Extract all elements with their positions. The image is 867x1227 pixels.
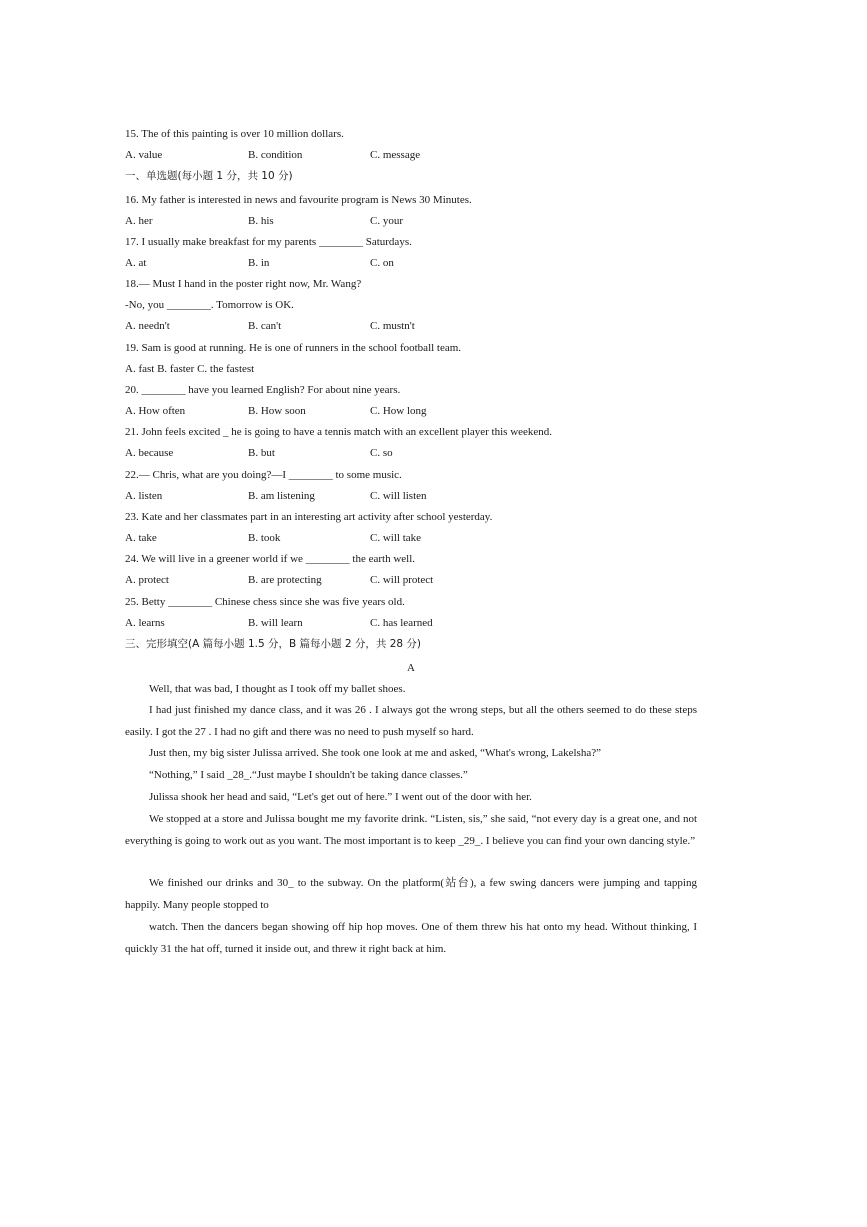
passage-paragraph: “Nothing,” I said _28_.“Just maybe I shouldn't be taking dance classes.” bbox=[149, 769, 468, 781]
q24-option-b: B. are protecting bbox=[248, 574, 322, 586]
q20-option-b: B. How soon bbox=[248, 405, 306, 417]
question-16-stem: 16. My father is interested in news and favourite program is News 30 Minutes. bbox=[125, 194, 472, 206]
q21-option-b: B. but bbox=[248, 447, 275, 459]
question-23-stem: 23. Kate and her classmates part in an interesting art activity after school yesterday. bbox=[125, 511, 493, 523]
q22-option-b: B. am listening bbox=[248, 490, 315, 502]
q25-option-c: C. has learned bbox=[370, 617, 433, 629]
q20-option-a: A. How often bbox=[125, 405, 186, 417]
q16-option-a: A. her bbox=[125, 215, 153, 227]
section-heading-single-choice: 一、单选题(每小题 1 分，共 10 分) bbox=[125, 170, 293, 182]
q25-option-b: B. will learn bbox=[248, 617, 303, 629]
question-15-stem: 15. The of this painting is over 10 million dollars. bbox=[125, 128, 344, 140]
passage-paragraph: Julissa shook her head and said, “Let's get out of here.” I went out of the door with her. bbox=[149, 791, 532, 803]
question-20-stem: 20. ________ have you learned English? For about nine years. bbox=[125, 384, 401, 396]
passage-paragraph: I had just finished my dance class, and it was 26 . I always got the wrong steps, but all the others seemed to do these steps easily. I got the 27 . I had no gift and there was no need to push myself so hard. bbox=[125, 704, 697, 738]
question-21-stem: 21. John feels excited _ he is going to have a tennis match with an excellent player this weekend. bbox=[125, 426, 553, 438]
passage-paragraph: watch. Then the dancers began showing off hip hop moves. One of them threw his hat onto my head. Without thinking, I quickly 31 the hat off, turned it inside out, and threw it right back at him. bbox=[125, 921, 697, 955]
q17-option-a: A. at bbox=[125, 257, 147, 269]
question-22-stem: 22.— Chris, what are you doing?—I ________ to some music. bbox=[125, 469, 402, 481]
q17-option-c: C. on bbox=[370, 257, 394, 269]
q22-option-a: A. listen bbox=[125, 490, 163, 502]
q24-option-a: A. protect bbox=[125, 574, 169, 586]
q24-option-c: C. will protect bbox=[370, 574, 434, 586]
q18-option-b: B. can't bbox=[248, 320, 282, 332]
q15-option-c: C. message bbox=[370, 149, 421, 161]
passage-paragraph: Well, that was bad, I thought as I took off my ballet shoes. bbox=[149, 683, 406, 695]
question-25-stem: 25. Betty ________ Chinese chess since she was five years old. bbox=[125, 596, 405, 608]
q18-option-c: C. mustn't bbox=[370, 320, 415, 332]
q21-option-a: A. because bbox=[125, 447, 174, 459]
passage-paragraph: We finished our drinks and 30_ to the subway. On the platform(站台), a few swing dancers were jumping and tapping happily. Many people stopped to bbox=[125, 877, 697, 911]
q23-option-b: B. took bbox=[248, 532, 281, 544]
question-24-stem: 24. We will live in a greener world if we ________ the earth well. bbox=[125, 553, 416, 565]
q16-option-b: B. his bbox=[248, 215, 274, 227]
section-heading-cloze: 三、完形填空(A 篇每小题 1.5 分，B 篇每小题 2 分，共 28 分) bbox=[125, 638, 422, 650]
q18-option-a: A. needn't bbox=[125, 320, 170, 332]
q15-option-a: A. value bbox=[125, 149, 163, 161]
q17-option-b: B. in bbox=[248, 257, 270, 269]
q25-option-a: A. learns bbox=[125, 617, 165, 629]
q23-option-c: C. will take bbox=[370, 532, 422, 544]
q23-option-a: A. take bbox=[125, 532, 157, 544]
passage-paragraph: Just then, my big sister Julissa arrived. She took one look at me and asked, “What's wrong, Lakelsha?” bbox=[149, 747, 601, 759]
question-19-stem: 19. Sam is good at running. He is one of runners in the school football team. bbox=[125, 342, 462, 354]
question-17-stem: 17. I usually make breakfast for my parents ________ Saturdays. bbox=[125, 236, 412, 248]
q20-option-c: C. How long bbox=[370, 405, 427, 417]
q19-options: A. fast B. faster C. the fastest bbox=[125, 363, 255, 375]
q16-option-c: C. your bbox=[370, 215, 403, 227]
passage-title: A bbox=[407, 662, 415, 674]
question-18-stem-2: -No, you ________. Tomorrow is OK. bbox=[125, 299, 294, 311]
passage-paragraph: We stopped at a store and Julissa bought me my favorite drink. “Listen, sis,” she said, “not every day is a great one, and not everything is going to work out as you want. The most important is to keep _29_. I believe you can find your own dancing style.” bbox=[125, 813, 697, 847]
q21-option-c: C. so bbox=[370, 447, 393, 459]
q15-option-b: B. condition bbox=[248, 149, 303, 161]
q22-option-c: C. will listen bbox=[370, 490, 427, 502]
question-18-stem-1: 18.— Must I hand in the poster right now, Mr. Wang? bbox=[125, 278, 362, 290]
